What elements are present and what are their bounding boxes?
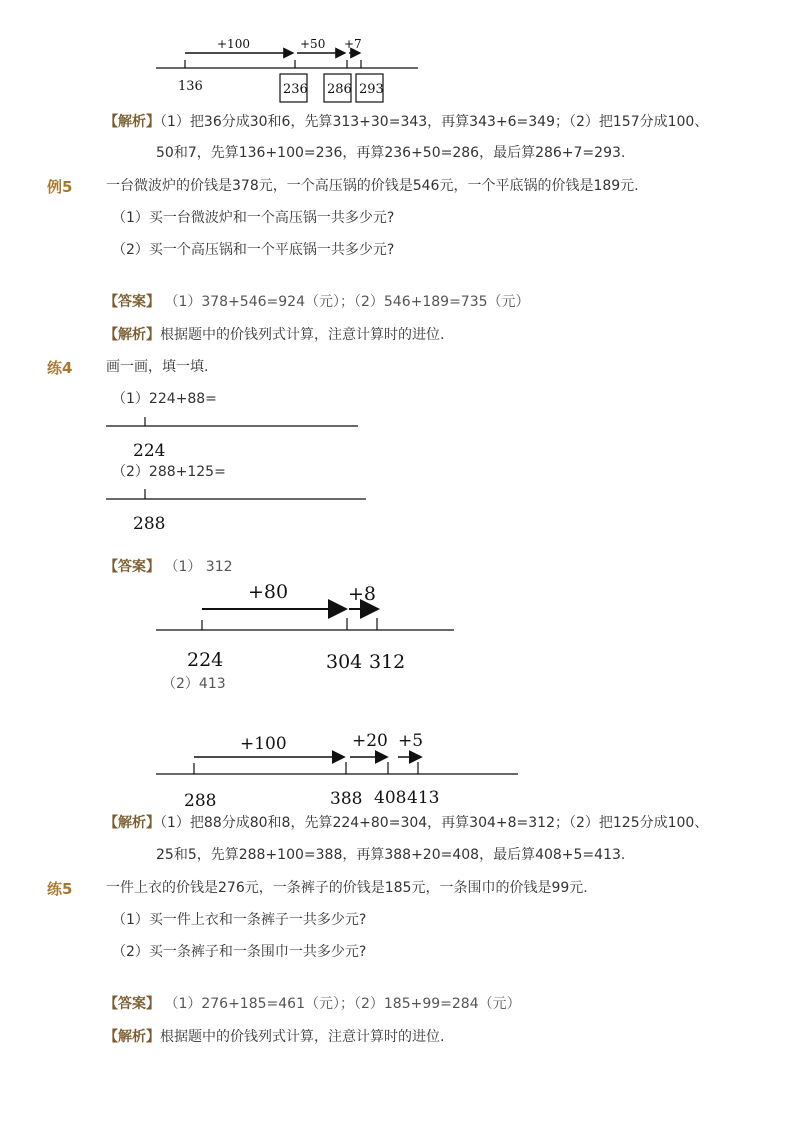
practice-4-stem: 画一画，填一填. (106, 359, 209, 375)
start-value: 136 (178, 79, 203, 94)
analysis-text: （1）把36分成30和6，先算313+30=343，再算343+6=349；（2）把157分成100、 (160, 114, 709, 130)
top-number-line-diagram (150, 30, 440, 110)
example-5-question-2: （2）买一个高压锅和一个平底锅一共多少元? (112, 242, 395, 258)
practice-4-label: 练4 (47, 359, 73, 377)
analysis-tag: 【解析】 (104, 327, 160, 343)
practice-5-analysis (104, 1027, 444, 1047)
tick-label: 312 (369, 651, 406, 673)
analysis-text-cont: 50和7，先算136+100=236，再算236+50=286，最后算286+7=293. (156, 145, 626, 161)
answer-tag: 【答案】 (104, 294, 160, 310)
step-label: +20 (352, 731, 388, 751)
box-value: 286 (327, 82, 352, 97)
start-value: 288 (133, 514, 166, 534)
analysis-text: 根据题中的价钱列式计算，注意计算时的进位. (160, 1029, 445, 1045)
tick-label: 413 (407, 788, 440, 808)
example-5-stem: 一台微波炉的价钱是378元，一个高压锅的价钱是546元，一个平底锅的价钱是189元. (106, 178, 639, 194)
analysis-tag: 【解析】 (104, 1029, 160, 1045)
blank-number-line-1 (100, 410, 370, 465)
practice-4-problem-2: （2）288+125= (112, 464, 226, 480)
answer-text: （1） 312 (164, 559, 233, 575)
analysis-text: 根据题中的价钱列式计算，注意计算时的进位. (160, 327, 445, 343)
practice-4-analysis-cont: 25和5，先算288+100=388，再算388+20=408，最后算408+5=413. (156, 847, 626, 863)
answer-tag: 【答案】 (104, 996, 160, 1012)
example-5-question-1: （1）买一台微波炉和一个高压锅一共多少元? (112, 210, 395, 226)
tick-label: 388 (330, 789, 363, 809)
answer-number-line-1 (150, 575, 460, 675)
step-label: +100 (217, 37, 250, 51)
step-label: +5 (398, 731, 424, 751)
analysis-tag: 【解析】 (104, 114, 160, 130)
practice-5-question-2: （2）买一条裤子和一条围巾一共多少元? (112, 944, 367, 960)
start-value: 224 (133, 441, 166, 461)
step-label: +7 (344, 37, 362, 51)
tick-label: 408 (374, 788, 407, 808)
practice-4-analysis (104, 813, 708, 833)
blank-number-line-2 (100, 483, 375, 538)
example-5-label: 例5 (47, 178, 73, 196)
practice-5-answer (104, 994, 521, 1014)
box-value: 293 (359, 82, 384, 97)
example-5-analysis (104, 325, 444, 345)
step-label: +100 (240, 734, 287, 754)
practice-4-answer-2: （2）413 (162, 676, 226, 692)
tick-label: 288 (184, 791, 217, 811)
example-5-answer (104, 292, 530, 312)
step-label: +8 (348, 583, 377, 605)
analysis-text: （1）把88分成80和8，先算224+80=304，再算304+8=312；（2）把125分成100、 (160, 815, 709, 831)
answer-text: （1）378+546=924（元）；（2）546+189=735（元） (164, 294, 530, 310)
practice-5-label: 练5 (47, 880, 73, 898)
step-label: +50 (300, 37, 326, 51)
answer-text: （1）276+185=461（元）；（2）185+99=284（元） (164, 996, 521, 1012)
analysis-block-1 (104, 112, 708, 132)
answer-tag: 【答案】 (104, 559, 160, 575)
answer-number-line-2 (150, 725, 525, 815)
step-label: +80 (248, 581, 289, 603)
practice-5-question-1: （1）买一件上衣和一条裤子一共多少元? (112, 912, 367, 928)
tick-label: 224 (187, 649, 224, 671)
practice-5-stem: 一件上衣的价钱是276元，一条裤子的价钱是185元，一条围巾的价钱是99元. (106, 880, 588, 896)
tick-label: 304 (326, 651, 363, 673)
box-value: 236 (283, 82, 308, 97)
practice-4-answer-1 (104, 557, 233, 577)
practice-4-problem-1: （1）224+88= (112, 391, 217, 407)
analysis-tag: 【解析】 (104, 815, 160, 831)
